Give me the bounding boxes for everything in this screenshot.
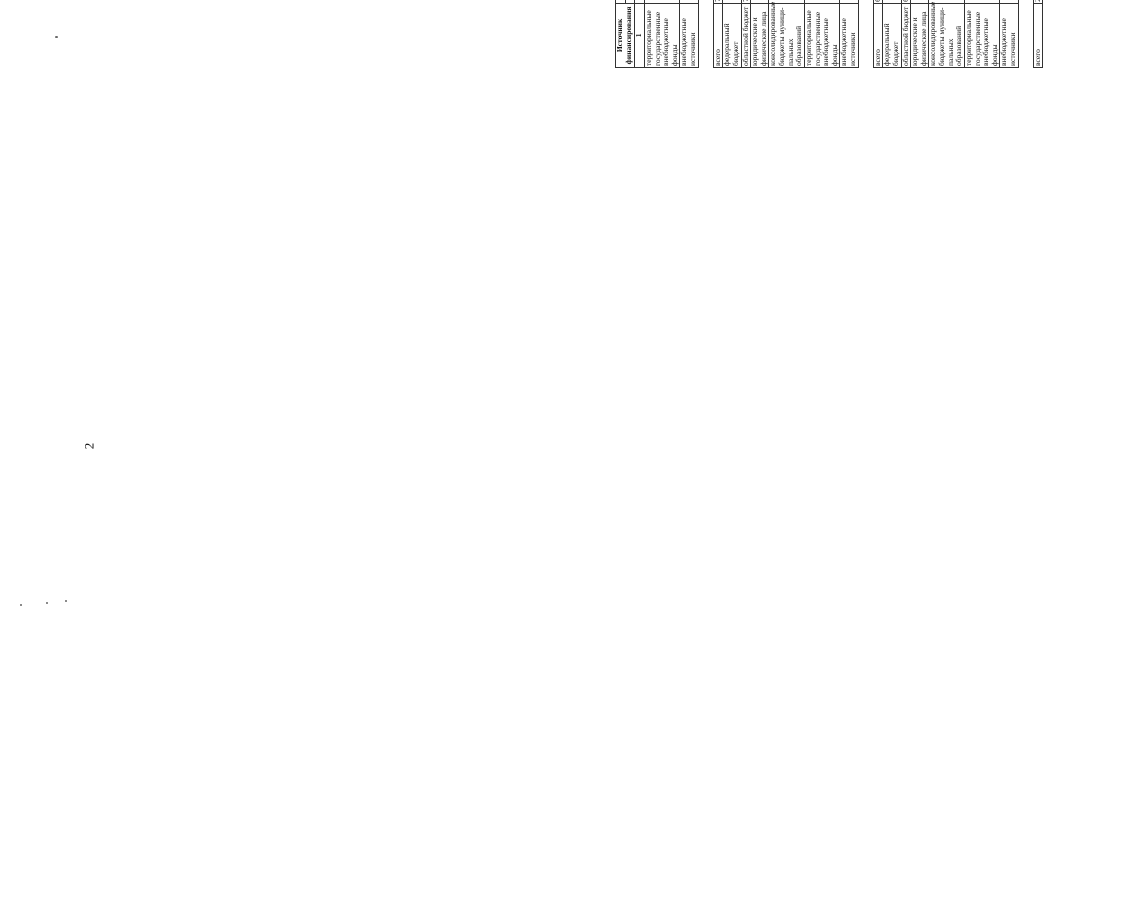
value-cell xyxy=(1000,0,1018,3)
value-cell xyxy=(644,0,680,3)
source-cell: территориальные государственные внебюджетные фонды xyxy=(964,3,1000,67)
source-cell: юридические и физические лица xyxy=(751,3,769,67)
value-cell xyxy=(751,0,769,3)
source-cell: внебюджетные источники xyxy=(1000,3,1018,67)
subprogram-title-row xyxy=(858,0,873,68)
source-cell: всего xyxy=(873,3,883,67)
table-row xyxy=(1033,0,1043,68)
page-number: 2 xyxy=(81,442,97,450)
subprogram-title-row xyxy=(698,0,713,68)
subprogram-title xyxy=(698,0,713,68)
table-row xyxy=(769,0,805,68)
value-cell xyxy=(804,0,840,3)
value-cell xyxy=(741,0,751,3)
value-cell xyxy=(840,0,858,3)
table-row xyxy=(680,0,698,68)
year-header xyxy=(625,0,635,3)
table-row xyxy=(804,0,840,68)
source-header: Источник финансирования xyxy=(616,3,635,67)
value-cell xyxy=(1033,0,1043,3)
source-cell: внебюджетные источники xyxy=(680,3,698,67)
source-cell: юридические и физические лица xyxy=(911,3,929,67)
header-row xyxy=(616,0,626,68)
table-row xyxy=(964,0,1000,68)
source-cell: консолидированные бюджеты муници-пальных образований xyxy=(768,1,804,66)
column-number xyxy=(635,0,645,3)
subprogram-title xyxy=(858,0,873,68)
table-row xyxy=(929,0,965,68)
value-cell xyxy=(680,0,698,3)
source-cell: всего xyxy=(713,3,723,67)
source-cell: областной бюджет xyxy=(901,3,911,67)
table-row xyxy=(911,0,929,68)
value-cell xyxy=(883,0,901,3)
rotated-table-wrapper xyxy=(615,0,1130,68)
column-number-row xyxy=(635,0,645,68)
subprogram-title-row xyxy=(1018,0,1033,68)
source-cell: всего xyxy=(1033,3,1043,67)
table-row xyxy=(644,0,680,68)
scan-speck xyxy=(20,604,22,606)
table-row xyxy=(723,0,741,68)
table-row xyxy=(883,0,901,68)
expenditure-table xyxy=(615,0,1043,68)
table-row xyxy=(840,0,858,68)
subprogram-title xyxy=(1018,0,1033,68)
scan-speck xyxy=(55,36,58,38)
value-cell xyxy=(873,0,883,3)
source-cell: консолидированные бюджеты муници-пальных образований xyxy=(928,1,964,66)
value-cell xyxy=(901,0,911,3)
source-cell: территориальные государственные внебюджетные фонды xyxy=(804,3,840,67)
source-cell: федеральный бюджет xyxy=(883,3,901,67)
scan-speck xyxy=(65,600,67,602)
source-cell: федеральный бюджет xyxy=(723,3,741,67)
value-cell xyxy=(911,0,929,3)
table-row xyxy=(1000,0,1018,68)
source-cell: внебюджетные источники xyxy=(840,3,858,67)
source-cell: территориальные государственные внебюджетные фонды xyxy=(644,3,680,67)
value-cell xyxy=(713,0,723,3)
value-cell xyxy=(723,0,741,3)
table-row xyxy=(751,0,769,68)
column-number: 1 xyxy=(635,3,645,67)
estimate-header xyxy=(616,0,626,3)
value-cell xyxy=(964,0,1000,3)
scan-speck xyxy=(46,602,48,604)
source-cell: областной бюджет xyxy=(741,3,751,67)
